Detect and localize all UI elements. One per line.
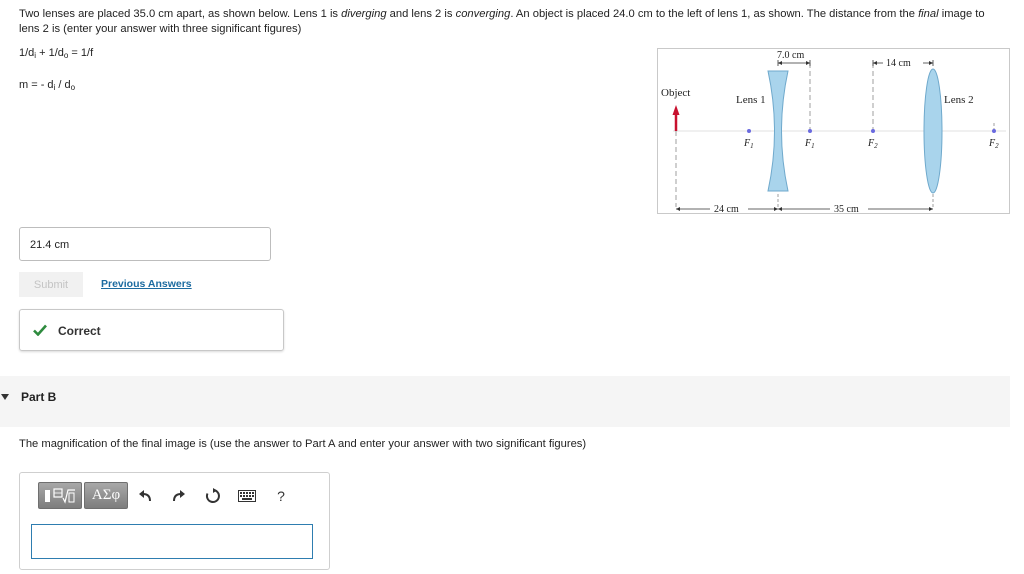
lens-2-shape: [924, 69, 942, 193]
previous-answers-link[interactable]: Previous Answers: [101, 278, 192, 290]
correct-label: Correct: [58, 324, 101, 338]
editor-toolbar: [38, 482, 298, 509]
dim-7cm-label: 7.0 cm: [777, 50, 805, 61]
part-b-answer-input[interactable]: [31, 524, 313, 559]
f2-left-label: $F_2$: [868, 138, 878, 150]
problem-text-3: . An object is placed 24.0 cm to the left of lens 1, as shown. The distance from the: [510, 8, 919, 20]
undo-icon[interactable]: [128, 482, 162, 509]
focal-point-f1-right: [808, 129, 812, 133]
dim-14cm-label: 14 cm: [886, 58, 911, 69]
keyboard-icon[interactable]: [230, 482, 264, 509]
check-icon: [33, 323, 47, 341]
problem-text-1: Two lenses are placed 35.0 cm apart, as shown below. Lens 1 is: [19, 8, 342, 20]
problem-converging: converging: [455, 8, 511, 20]
submit-button[interactable]: Submit: [19, 272, 83, 297]
part-a-answer-field[interactable]: 21.4 cm: [19, 227, 271, 261]
problem-final: final: [918, 8, 939, 20]
part-b-question: The magnification of the final image is (use the answer to Part A and enter your answer with two significant figures): [19, 438, 587, 450]
f1-right-label: $F_1$: [805, 138, 815, 150]
object-arrow-head: [673, 105, 680, 115]
correct-feedback: [19, 309, 284, 351]
f1-left-label: $F_1$: [744, 138, 754, 150]
f2-right-label: $F_2$: [989, 138, 999, 150]
lens-2-label: Lens 2: [944, 94, 974, 106]
math-template-icon[interactable]: [38, 482, 82, 509]
part-b-title: Part B: [21, 390, 57, 404]
dim-24cm-label: 24 cm: [714, 204, 739, 213]
problem-text-4: image to lens 2 is (enter your answer with three significant figures): [19, 8, 985, 35]
lens-diagram: [657, 48, 1010, 214]
part-collapse-icon[interactable]: [1, 394, 9, 400]
problem-diverging: diverging: [341, 8, 387, 20]
reset-icon[interactable]: [196, 482, 230, 509]
lens-1-label: Lens 1: [736, 94, 766, 106]
focal-point-f2-left: [871, 129, 875, 133]
problem-statement: [19, 7, 1004, 36]
answer-editor: [19, 472, 330, 570]
focal-point-f2-right: [992, 129, 996, 133]
part-b-header[interactable]: [0, 376, 1010, 427]
help-icon[interactable]: ?: [277, 487, 285, 504]
dim-35cm-label: 35 cm: [834, 204, 859, 213]
lens-equation: $1/d_i + 1/d_o = 1/f$: [19, 47, 94, 60]
greek-letters-icon[interactable]: ΑΣφ: [84, 482, 128, 509]
magnification-equation: m = - $d_i / d_o$: [19, 79, 76, 92]
problem-text-2: and lens 2 is: [386, 8, 456, 20]
object-label: Object: [661, 87, 691, 99]
redo-icon[interactable]: [162, 482, 196, 509]
focal-point-f1-left: [747, 129, 751, 133]
